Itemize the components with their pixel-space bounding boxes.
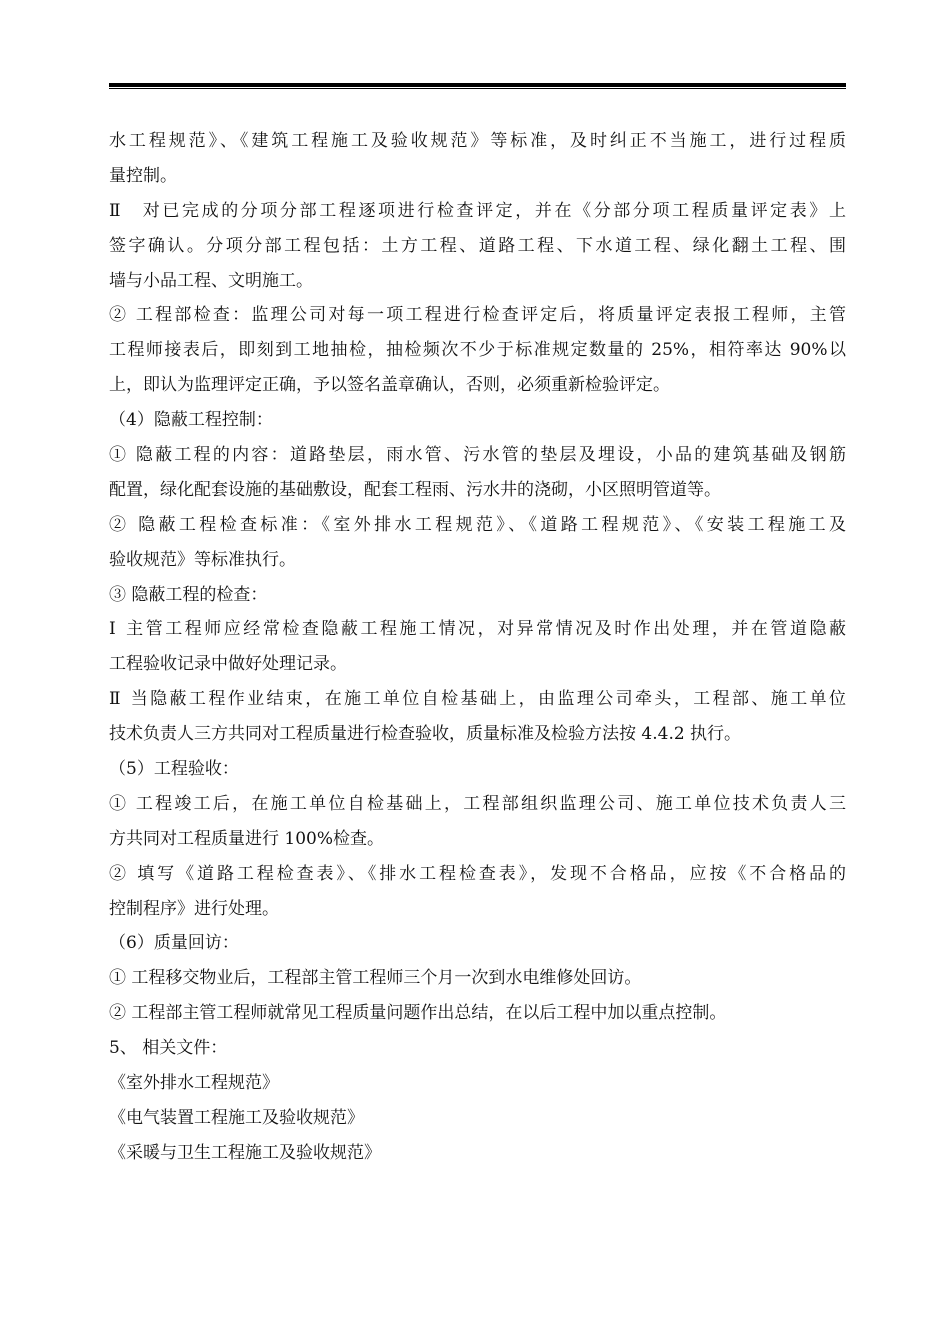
text-line: 工程师接表后，即刻到工地抽检，抽检频次不少于标准规定数量的 25%，相符率达 90%以 — [109, 340, 846, 361]
text-line: 量控制。 — [109, 165, 177, 186]
text-line: 技术负责人三方共同对工程质量进行检查验收，质量标准及检验方法按 4.4.2 执行。 — [109, 724, 742, 745]
header-rule-thick — [109, 83, 846, 87]
text-line: 签字确认。分项分部工程包括：土方工程、道路工程、下水道工程、绿化翻土工程、围 — [109, 235, 846, 256]
text-line: 《采暖与卫生工程施工及验收规范》 — [109, 1142, 381, 1163]
text-line: ① 隐蔽工程的内容：道路垫层，雨水管、污水管的垫层及埋设，小品的建筑基础及钢筋 — [109, 445, 846, 466]
text-line: 上，即认为监理评定正确，予以签名盖章确认，否则，必须重新检验评定。 — [109, 375, 670, 396]
text-line: ② 工程部主管工程师就常见工程质量问题作出总结，在以后工程中加以重点控制。 — [109, 1003, 727, 1024]
text-line: 验收规范》等标准执行。 — [109, 549, 296, 570]
text-line: Ⅱ 对已完成的分项分部工程逐项进行检查评定，并在《分部分项工程质量评定表》上 — [109, 200, 846, 221]
document-body — [109, 124, 846, 1171]
text-line: ② 工程部检查：监理公司对每一项工程进行检查评定后，将质量评定表报工程师，主管 — [109, 305, 846, 326]
text-line: Ⅱ 当隐蔽工程作业结束，在施工单位自检基础上，由监理公司牵头，工程部、施工单位 — [109, 689, 846, 710]
text-line: 方共同对工程质量进行 100%检查。 — [109, 828, 385, 849]
text-line: ① 工程竣工后，在施工单位自检基础上，工程部组织监理公司、施工单位技术负责人三 — [109, 793, 846, 814]
text-line: ① 工程移交物业后，工程部主管工程师三个月一次到水电维修处回访。 — [109, 968, 642, 989]
header-rule-thin — [109, 88, 846, 89]
text-line: 控制程序》进行处理。 — [109, 898, 279, 919]
text-line: 《室外排水工程规范》 — [109, 1073, 279, 1094]
text-line: ③ 隐蔽工程的检查： — [109, 584, 268, 605]
text-line: 配置，绿化配套设施的基础敷设，配套工程雨、污水井的浇砌，小区照明管道等。 — [109, 479, 721, 500]
text-line: Ⅰ 主管工程师应经常检查隐蔽工程施工情况，对异常情况及时作出处理，并在管道隐蔽 — [109, 619, 846, 640]
text-line: 5、 相关文件： — [109, 1038, 228, 1059]
text-line: （5）工程验收： — [109, 759, 239, 780]
text-line: 墙与小品工程、文明施工。 — [109, 270, 313, 291]
text-line: 水工程规范》、《建筑工程施工及验收规范》等标准，及时纠正不当施工，进行过程质 — [109, 131, 846, 151]
text-line: （4）隐蔽工程控制： — [109, 410, 273, 431]
header-double-rule — [109, 83, 846, 90]
text-line: 《电气装置工程施工及验收规范》 — [109, 1107, 364, 1128]
text-line: ② 隐蔽工程检查标准：《室外排水工程规范》、《道路工程规范》、《安装工程施工及 — [109, 514, 846, 535]
text-line: （6）质量回访： — [109, 933, 239, 954]
text-line: 工程验收记录中做好处理记录。 — [109, 654, 347, 675]
text-line: ② 填写《道路工程检查表》、《排水工程检查表》，发现不合格品，应按《不合格品的 — [109, 863, 846, 884]
